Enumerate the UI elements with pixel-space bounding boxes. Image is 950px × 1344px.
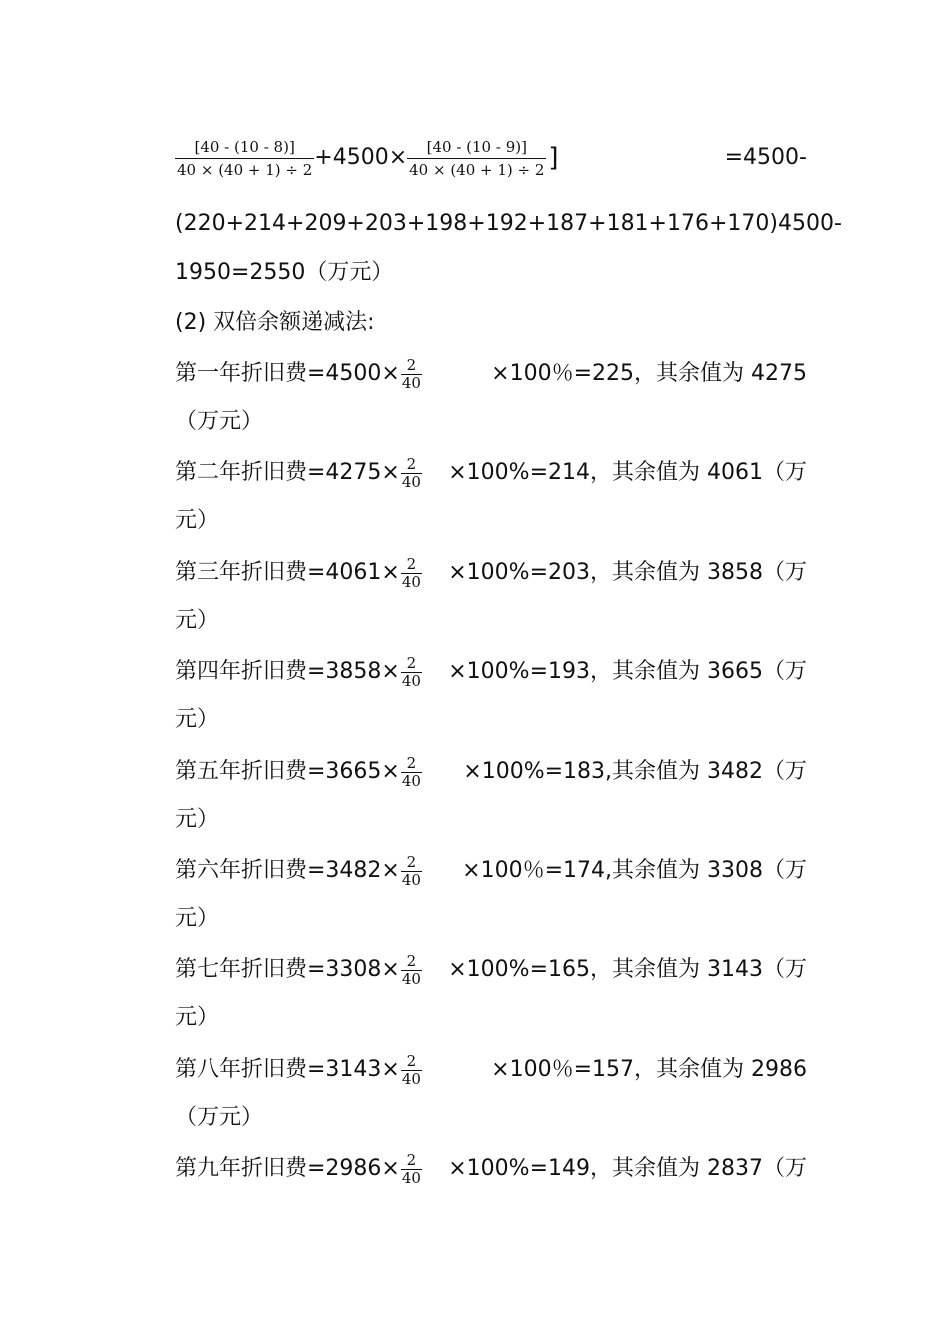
year-label: 第二年折旧费=4275× <box>175 460 400 485</box>
year-continuation: 元） <box>175 807 220 832</box>
rate-fraction <box>401 755 422 790</box>
year-continuation: 元） <box>175 608 220 633</box>
fraction-denominator: 40 <box>401 969 421 988</box>
year-continuation: （万元） <box>175 409 264 434</box>
fraction-2 <box>407 136 546 181</box>
year-continuation: （万元） <box>175 1105 264 1130</box>
year-line <box>175 1053 807 1087</box>
year-result: ×100%=214，其余值为 4061（万 <box>448 460 807 485</box>
fraction-denominator: 40 <box>401 1168 421 1187</box>
year-result: ×100%=193，其余值为 3665（万 <box>448 659 807 684</box>
fraction-numerator: 2 <box>406 1051 417 1070</box>
fraction-numerator: 2 <box>406 554 417 573</box>
year-result: ×100％=174,其余值为 3308（万 <box>462 858 807 883</box>
rate-fraction <box>401 953 422 988</box>
year-label: 第六年折旧费=3482× <box>175 858 400 883</box>
year-label: 第八年折旧费=3143× <box>175 1057 400 1082</box>
year-result: ×100％=225，其余值为 4275 <box>491 361 807 386</box>
year-formula <box>175 556 423 591</box>
year-continuation: 元） <box>175 707 220 732</box>
year-label: 第四年折旧费=3858× <box>175 659 400 684</box>
year-label: 第五年折旧费=3665× <box>175 759 400 784</box>
fraction-denominator: 40 <box>401 771 421 790</box>
year-line <box>175 456 807 490</box>
fraction-numerator: 2 <box>406 852 417 871</box>
fraction-numerator: 2 <box>406 951 417 970</box>
sum-expression: 220+214+209+203+198+192+187+181+176+170)4500- <box>183 211 842 236</box>
year-formula <box>175 456 423 491</box>
rate-fraction <box>401 655 422 690</box>
fraction-numerator: 2 <box>406 454 417 473</box>
rate-fraction <box>401 456 422 491</box>
year-label: 第三年折旧费=4061× <box>175 560 400 585</box>
year-continuation: 元） <box>175 508 220 533</box>
fraction-numerator: 2 <box>406 753 417 772</box>
open-paren: ( <box>175 211 184 236</box>
year-result: ×100%=149，其余值为 2837（万 <box>448 1156 807 1181</box>
year-formula <box>175 357 423 392</box>
year-formula <box>175 655 423 690</box>
fraction-denominator: 40 <box>401 1069 421 1088</box>
formula-mid-text: +4500× <box>314 145 408 170</box>
year-line <box>175 655 807 689</box>
formula-line-3 <box>175 258 807 288</box>
fraction-denominator: 40 <box>401 870 421 889</box>
rate-fraction <box>401 1053 422 1088</box>
formula-line-1 <box>175 133 807 183</box>
year-formula <box>175 1053 423 1088</box>
year-line <box>175 556 807 590</box>
section-heading <box>175 308 807 338</box>
year-continuation: 元） <box>175 1005 220 1030</box>
year-continuation: 元） <box>175 906 220 931</box>
fraction-numerator: 2 <box>406 1150 417 1169</box>
year-line <box>175 755 807 789</box>
formula-left <box>175 136 559 181</box>
rate-fraction <box>401 854 422 889</box>
year-line <box>175 1152 807 1186</box>
year-label: 第九年折旧费=2986× <box>175 1156 400 1181</box>
year-line <box>175 854 807 888</box>
year-result: ×100%=203，其余值为 3858（万 <box>448 560 807 585</box>
year-result: ×100%=183,其余值为 3482（万 <box>463 759 807 784</box>
formula-line-2 <box>175 209 842 239</box>
fraction-2-denominator: 40 × (40 + 1) ÷ 2 <box>407 158 546 181</box>
year-label: 第七年折旧费=3308× <box>175 957 400 982</box>
closing-bracket: ] <box>548 143 559 173</box>
year-formula <box>175 755 423 790</box>
fraction-1 <box>175 136 314 181</box>
year-label: 第一年折旧费=4500× <box>175 361 400 386</box>
rate-fraction <box>401 357 422 392</box>
fraction-1-denominator: 40 × (40 + 1) ÷ 2 <box>175 158 314 181</box>
year-line <box>175 357 807 391</box>
year-formula <box>175 854 423 889</box>
fraction-1-numerator: [40 - (10 - 8)] <box>194 137 295 156</box>
year-formula <box>175 953 423 988</box>
fraction-denominator: 40 <box>401 671 421 690</box>
year-result: ×100%=165，其余值为 3143（万 <box>448 957 807 982</box>
rate-fraction <box>401 1152 422 1187</box>
fraction-denominator: 40 <box>401 572 421 591</box>
result-text: 1950=2550（万元） <box>175 260 394 285</box>
year-line <box>175 953 807 987</box>
rate-fraction <box>401 556 422 591</box>
year-formula <box>175 1152 423 1187</box>
fraction-2-numerator: [40 - (10 - 9)] <box>426 137 527 156</box>
fraction-numerator: 2 <box>406 355 417 374</box>
fraction-denominator: 40 <box>401 472 421 491</box>
heading-text: (2) 双倍余额递减法: <box>175 310 375 335</box>
fraction-denominator: 40 <box>401 373 421 392</box>
fraction-numerator: 2 <box>406 653 417 672</box>
formula-line-1-end: =4500- <box>724 145 807 170</box>
year-result: ×100％=157，其余值为 2986 <box>491 1057 807 1082</box>
